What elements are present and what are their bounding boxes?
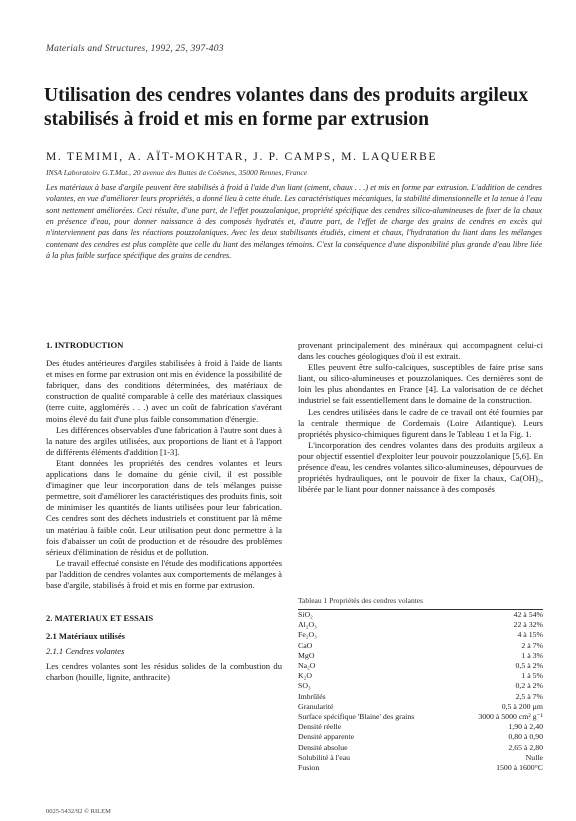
property-cell: Densité réelle xyxy=(298,722,342,732)
table-row xyxy=(298,610,543,620)
paragraph: Des études antérieures d'argiles stabilisées à froid à l'aide de liants et mises en forme par extrusion ont mis en évidence la possibilité de fabriquer, dans des conditions déterminées, des matériaux de construction de qualité comparable à celle des matériaux classiques (terre cuite, agglomérés . . .) avec un coût de fabrication s'avérant moins élevé du fait d'une plus faible consommation d'énergie. xyxy=(46,358,282,424)
property-cell: Imbrûlés xyxy=(298,691,326,701)
value-cell: 1500 à 1600°C xyxy=(496,763,543,773)
paragraph: provenant principalement des minéraux qui accompagnent celui-ci dans les couches géologiques d'où il est extrait. xyxy=(298,340,543,362)
paragraph: Etant données les propriétés des cendres volantes et leurs applications dans le domaine du génie civil, il est possible d'imaginer que leur incorporation dans de tels mélanges puisse permettre, soit d'améliorer les caractéristiques des produits finis, soit de minimiser les quantités de liants utilisées pour leur fabrication. Ces cendres sont des déchets industriels et constituent par là même un matériau à faible coût. Leur utilisation peut donc permettre à la fois d'abaisser un coût de production et de résoudre des problèmes sérieux d'élimination de résidus et de pollution. xyxy=(46,457,282,557)
left-column xyxy=(46,340,282,684)
right-column xyxy=(298,340,543,495)
value-cell: 2,5 à 7% xyxy=(515,691,543,701)
paragraph: L'incorporation des cendres volantes dans des produits argileux a pour objectif essentiel d'exploiter leur pouvoir pouzzolanique [5,6]. En présence d'eau, les cendres volantes silico-alumineuses, dépourvues de propriétés hydrauliques, ont le pouvoir de fixer la chaux, Ca(OH)₂, libérée par le liant pour donner naissance à des composés xyxy=(298,439,543,495)
paragraph: Elles peuvent être sulfo-calciques, susceptibles de faire prise sans liant, ou silico-alumineuses et pouzzolaniques. Ces dernières sont de loin les plus abondantes en France [4]. La valorisation de ce déchet industriel se fait essentiellement dans le domaine de la construction. xyxy=(298,362,543,406)
property-cell: Al₂O₃ xyxy=(298,620,317,630)
value-cell: 1 à 5% xyxy=(521,671,543,681)
property-cell: MgO xyxy=(298,650,315,660)
table-row xyxy=(298,753,543,763)
value-cell: 0,80 à 0,90 xyxy=(508,732,543,742)
table-row xyxy=(298,620,543,630)
value-cell: 0,2 à 2% xyxy=(515,681,543,691)
property-cell: Granularité xyxy=(298,701,334,711)
property-cell: SO₃ xyxy=(298,681,311,691)
table-row xyxy=(298,712,543,722)
table-row xyxy=(298,671,543,681)
property-cell: Na₂O xyxy=(298,661,316,671)
subsection-heading: 2.1 Matériaux utilisés xyxy=(46,631,126,642)
value-cell: 22 à 32% xyxy=(513,620,543,630)
paragraph: Les différences observables d'une fabrication à l'autre sont dues à la nature des argiles utilisées, aux proportions de liant et à l'apport de différents éléments d'addition [1-3]. xyxy=(46,424,282,457)
table-caption: Tableau 1 Propriétés des cendres volantes xyxy=(298,596,424,605)
value-cell: 42 à 54% xyxy=(513,610,543,619)
property-cell: Densité absolue xyxy=(298,742,348,752)
table-row xyxy=(298,661,543,671)
property-cell: Fusion xyxy=(298,763,320,773)
table-row xyxy=(298,743,543,753)
paper-title: Utilisation des cendres volantes dans des produits argileux stabilisés à froid et mis en forme par extrusion xyxy=(44,85,529,130)
value-cell: 3000 à 5000 cm² g⁻¹ xyxy=(478,712,543,722)
property-cell: Densité apparente xyxy=(298,732,355,742)
table-row xyxy=(298,692,543,702)
journal-header: Materials and Structures, 1992, 25, 397-403 xyxy=(46,44,224,54)
table-row xyxy=(298,732,543,742)
abstract: Les matériaux à base d'argile peuvent être stabilisés à froid à l'aide d'un liant (ciment, chaux . . .) et mis en forme par extrusion. L'addition de cendres volantes, en vue d'améliorer leurs propriétés, a donné lieu à cette étude. Les caractéristiques mécaniques, la stabilité dimensionnelle et la tenue à l'eau sont nettement améliorées. Ceci résulte, d'une part, de l'effet pouzzolanique, propriété spécifique des cendres silico-alumineuses de fixer de la chaux en présence d'eau, pour donner naissance à des composés hydratés et, d'autre part, de l'effet de charge des grains de cendres en excès qui n'interviennent pas dans les réactions pouzzolaniques. Avec les deux stabilisants étudiés, ciment et chaux, l'hydratation du liant dans les mélanges contenant des cendres est plus complète que celle du liant des mélanges témoins. C'est la conséquence d'une disponibilité plus grande d'eau libre liée à la plus faible surface spécifique des grains de cendres. xyxy=(46,183,542,261)
value-cell: 2 à 7% xyxy=(521,640,543,650)
table-row xyxy=(298,681,543,691)
section-heading-introduction: 1. INTRODUCTION xyxy=(46,340,124,350)
value-cell: 0,5 à 200 µm xyxy=(501,701,543,711)
section-heading-materiaux: 2. MATERIAUX ET ESSAIS xyxy=(46,613,154,624)
table-row xyxy=(298,641,543,651)
value-cell: 1 à 3% xyxy=(521,650,543,660)
properties-table xyxy=(298,610,543,773)
table-row xyxy=(298,763,543,773)
affiliation: INSA Laboratoire G.T.Mat., 20 avenue des Buttes de Coësmes, 35000 Rennes, France xyxy=(46,168,308,177)
value-cell: 4 à 15% xyxy=(517,630,543,640)
subsubsection-heading: 2.1.1 Cendres volantes xyxy=(46,646,125,657)
property-cell: CaO xyxy=(298,640,313,650)
table-row xyxy=(298,651,543,661)
table-1 xyxy=(298,596,543,773)
value-cell: 0,5 à 2% xyxy=(515,661,543,671)
table-row xyxy=(298,702,543,712)
property-cell: Surface spécifique 'Blaine' des grains xyxy=(298,712,415,722)
paragraph: Les cendres utilisées dans le cadre de ce travail ont été fournies par la centrale thermique de Cordemais (Loire Atlantique). Leurs propriétés physico-chimiques figurent dans le Tableau 1 et la Fig. 1. xyxy=(298,406,543,439)
paragraph: Le travail effectué consiste en l'étude des modifications apportées par l'addition de cendres volantes aux comportements de mélanges à base d'argile, stabilisés à froid et mis en forme par extrusion. xyxy=(46,557,282,590)
footer-copyright: 0025-5432/92 © RILEM xyxy=(46,808,111,815)
author-list: M. TEMIMI, A. AÏT-MOKHTAR, J. P. CAMPS, M. LAQUERBE xyxy=(46,151,438,163)
property-cell: K₂O xyxy=(298,671,312,681)
table-row xyxy=(298,722,543,732)
property-cell: Solubilité à l'eau xyxy=(298,752,351,762)
paragraph: Les cendres volantes sont les résidus solides de la combustion du charbon (houille, lignite, anthracite) xyxy=(46,661,282,683)
property-cell: SiO₂ xyxy=(298,610,313,619)
value-cell: 2,65 à 2,80 xyxy=(508,742,543,752)
value-cell: Nulle xyxy=(525,752,543,762)
property-cell: Fe₂O₃ xyxy=(298,630,317,640)
value-cell: 1,90 à 2,40 xyxy=(508,722,543,732)
table-row xyxy=(298,630,543,640)
